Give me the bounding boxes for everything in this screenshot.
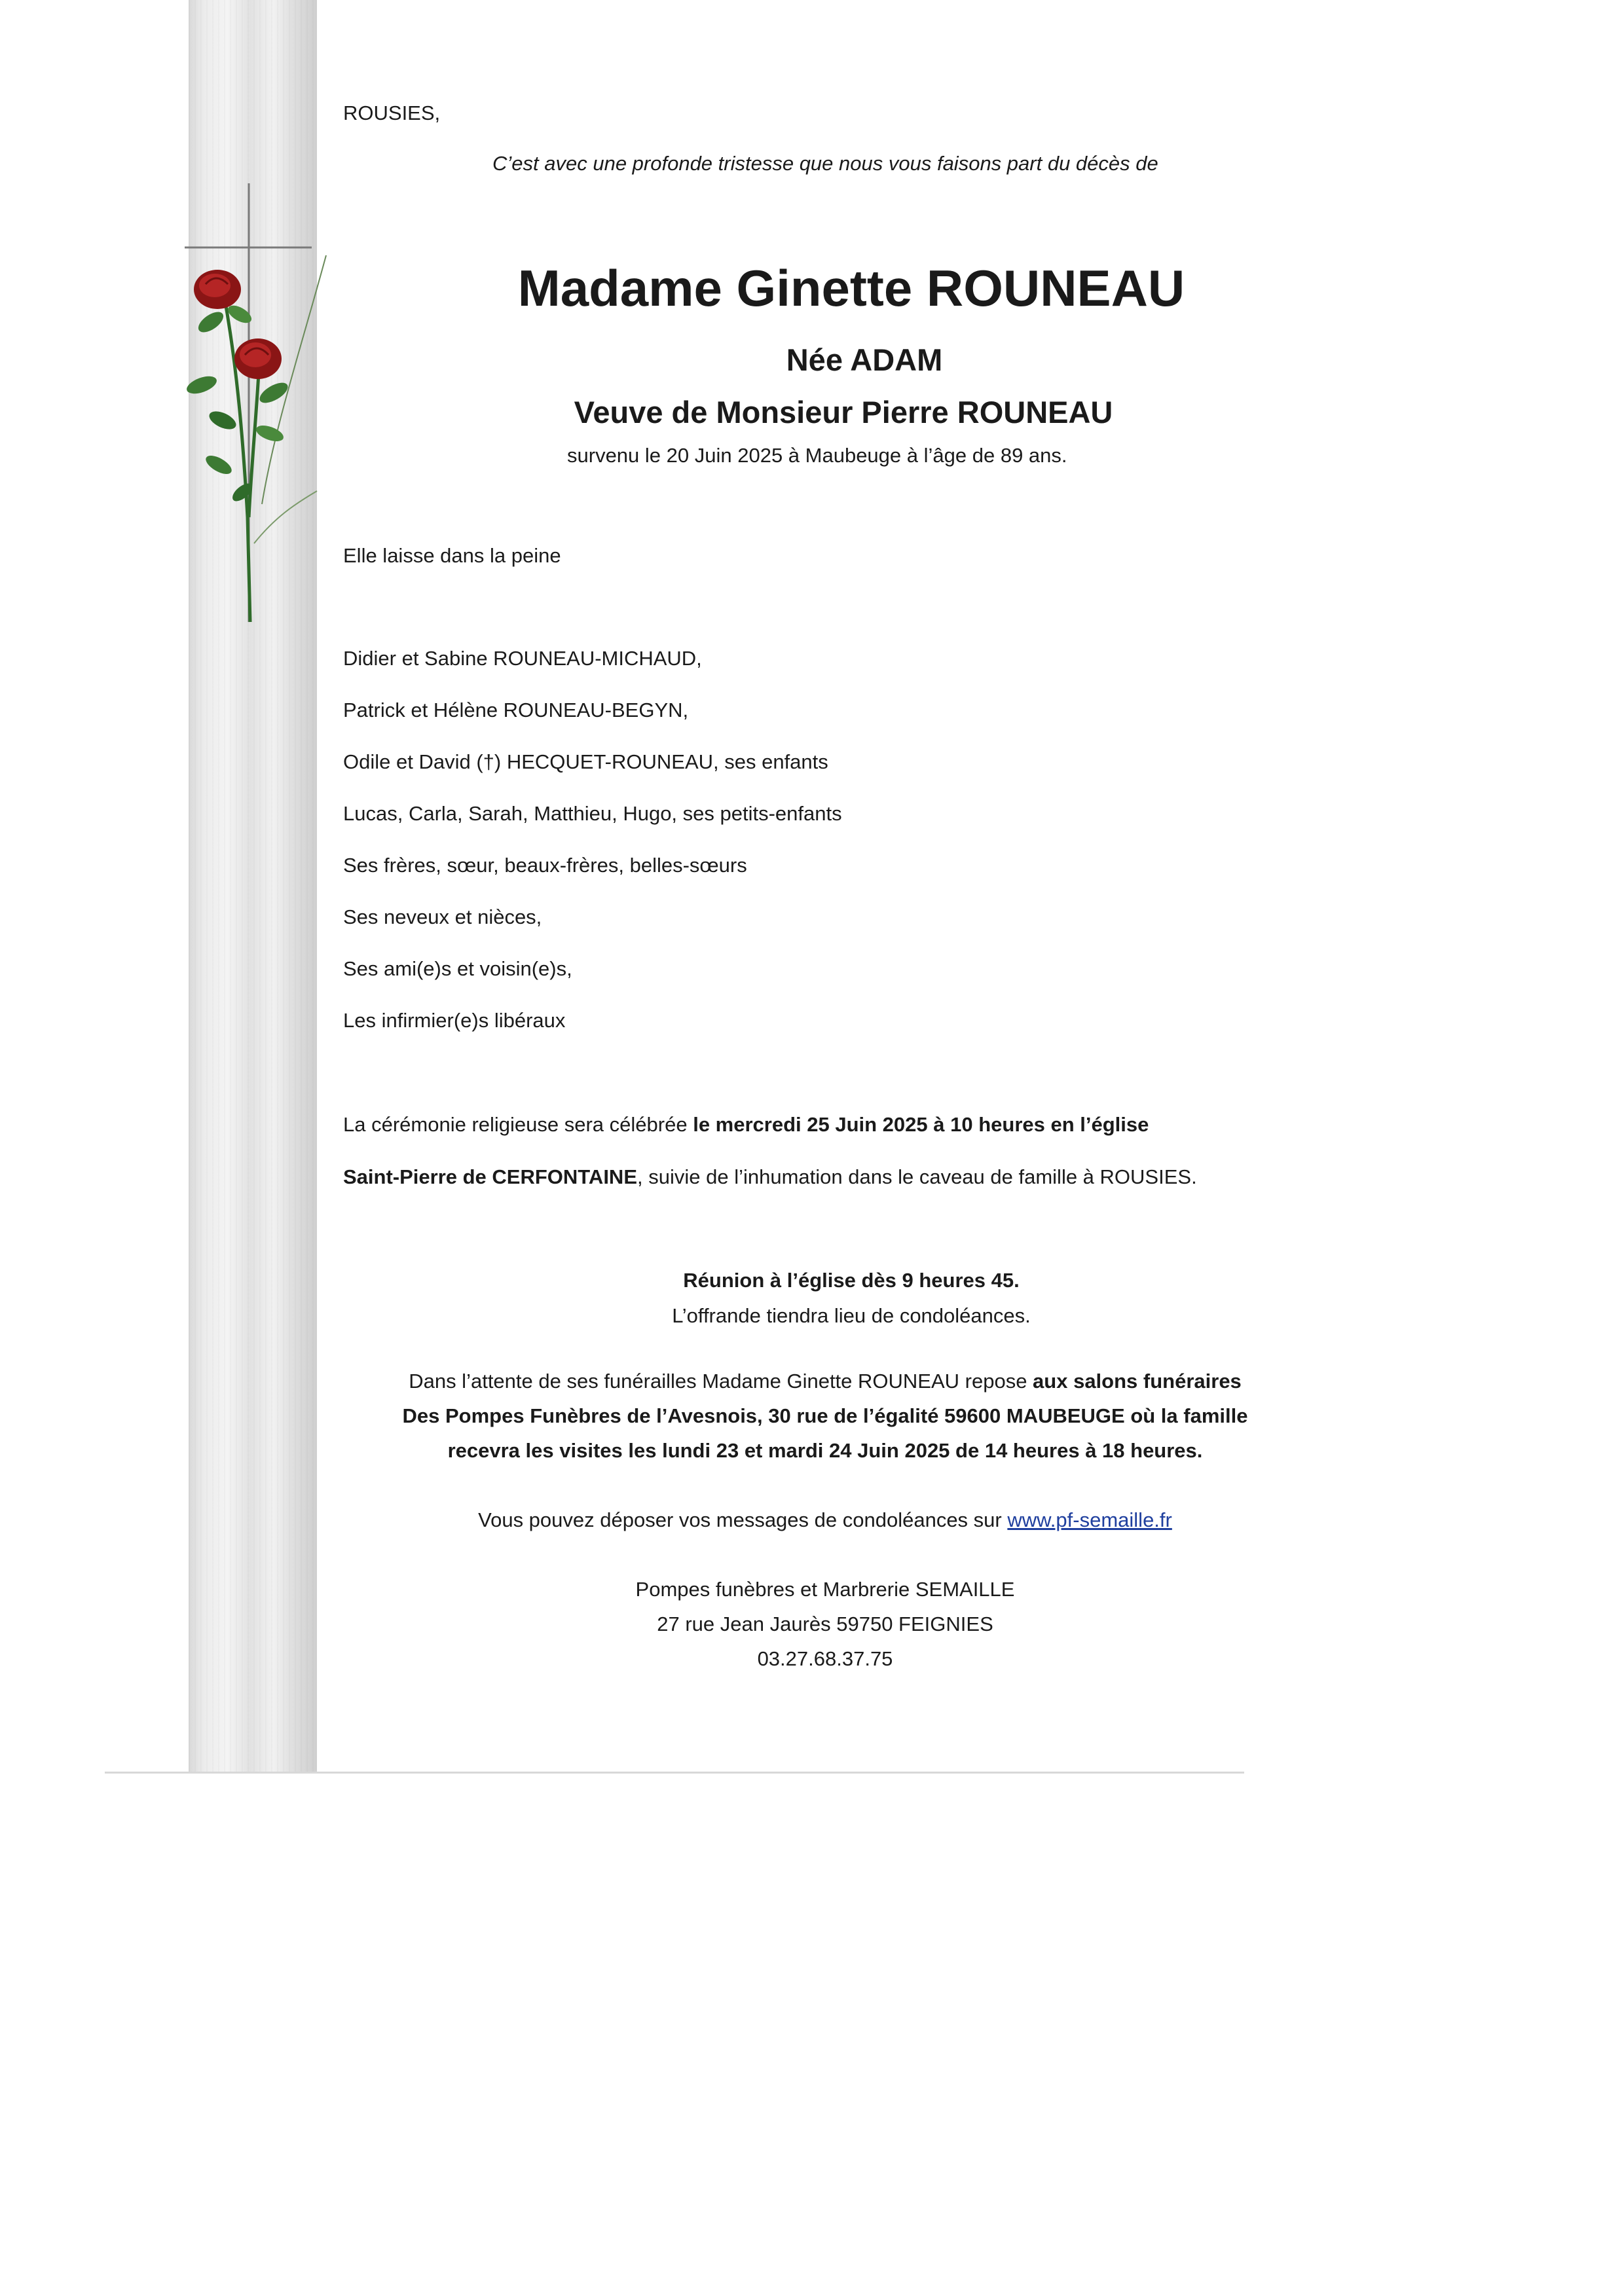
visits-venue: aux salons funéraires: [1033, 1370, 1242, 1393]
visits-line-2: Des Pompes Funèbres de l’Avesnois, 30 rue de l’égalité 59600 MAUBEUGE où la famille: [402, 1404, 1248, 1427]
family-line: Ses ami(e)s et voisin(e)s,: [343, 957, 572, 980]
family-line: Ses neveux et nièces,: [343, 905, 542, 928]
condolences-website-link[interactable]: www.pf-semaille.fr: [1007, 1508, 1172, 1531]
deceased-name: Madame Ginette ROUNEAU: [517, 259, 1185, 317]
condolences-text: Vous pouvez déposer vos messages de condoléances sur: [478, 1508, 1008, 1531]
company-address: 27 rue Jean Jaurès 59750 FEIGNIES: [657, 1613, 993, 1635]
death-details: survenu le 20 Juin 2025 à Maubeuge à l’âge de 89 ans.: [567, 444, 1067, 467]
ceremony-text: La cérémonie religieuse sera célébrée: [343, 1113, 693, 1136]
family-line: Patrick et Hélène ROUNEAU-BEGYN,: [343, 699, 689, 721]
cross-and-roses-illustration: [177, 177, 327, 635]
company-phone: 03.27.68.37.75: [757, 1647, 893, 1670]
ceremony-date: le mercredi 25 Juin 2025 à 10 heures en l’église: [693, 1113, 1149, 1136]
bottom-divider-line: [105, 1772, 1244, 1774]
widow-of: Veuve de Monsieur Pierre ROUNEAU: [574, 395, 1113, 429]
visits-text: Dans l’attente de ses funérailles Madame Ginette ROUNEAU repose: [409, 1370, 1033, 1393]
offering-note: L’offrande tiendra lieu de condoléances.: [672, 1304, 1031, 1327]
ceremony-church: Saint-Pierre de CERFONTAINE: [343, 1165, 638, 1188]
visits-line-1: [288, 1368, 1362, 1394]
location-heading: ROUSIES,: [343, 101, 441, 124]
family-line: Ses frères, sœur, beaux-frères, belles-sœurs: [343, 854, 747, 877]
family-line: Les infirmier(e)s libéraux: [343, 1009, 566, 1032]
ceremony-burial: , suivie de l’inhumation dans le caveau de famille à ROUSIES.: [637, 1165, 1197, 1188]
intro-sentence: C’est avec une profonde tristesse que nous vous faisons part du décès de: [492, 152, 1158, 175]
company-name: Pompes funèbres et Marbrerie SEMAILLE: [635, 1578, 1015, 1601]
family-line: Odile et David (†) HECQUET-ROUNEAU, ses enfants: [343, 750, 828, 773]
meeting-time: Réunion à l’église dès 9 heures 45.: [683, 1269, 1020, 1292]
ceremony-line-1: [343, 1112, 1149, 1138]
family-line: Didier et Sabine ROUNEAU-MICHAUD,: [343, 647, 702, 670]
maiden-name: Née ADAM: [786, 342, 943, 377]
ceremony-line-2: [343, 1164, 1197, 1190]
condolences-line: [288, 1507, 1362, 1533]
visits-line-3: recevra les visites les lundi 23 et mardi 24 Juin 2025 de 14 heures à 18 heures.: [447, 1439, 1203, 1462]
family-line: Lucas, Carla, Sarah, Matthieu, Hugo, ses petits-enfants: [343, 802, 842, 825]
family-intro: Elle laisse dans la peine: [343, 544, 561, 567]
